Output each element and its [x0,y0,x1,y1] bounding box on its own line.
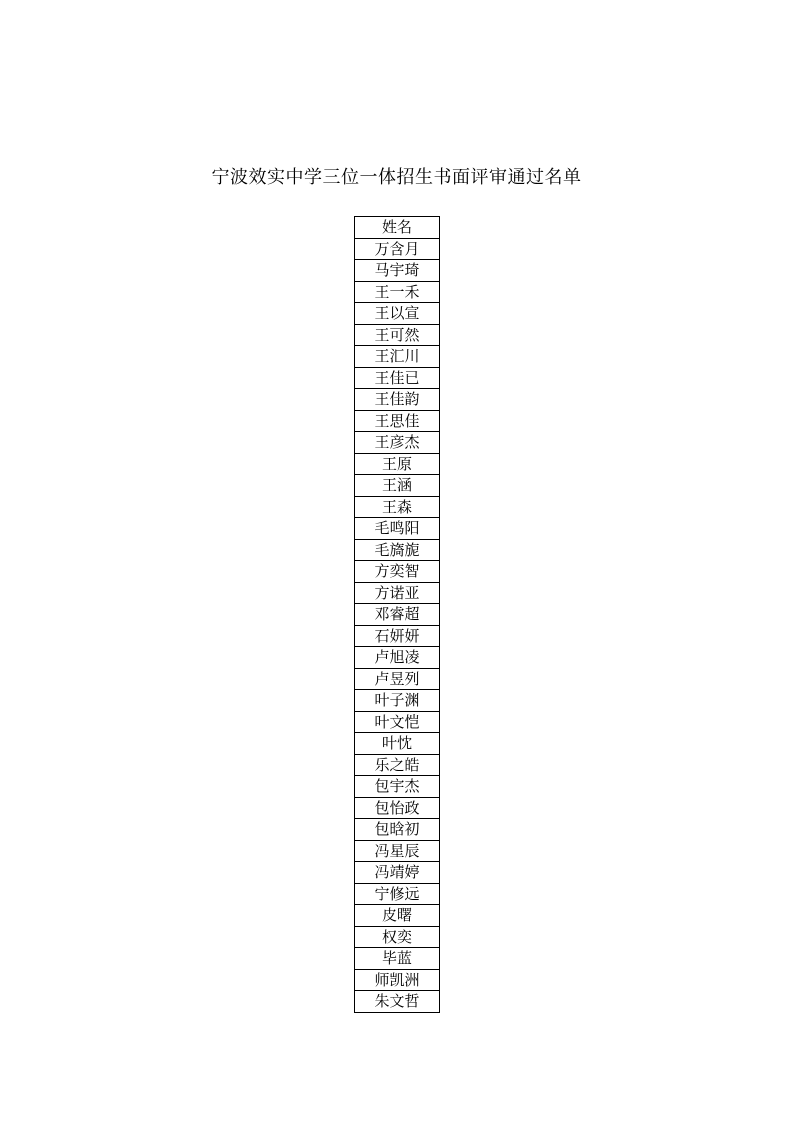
table-row [355,453,440,475]
table-header-row [355,217,440,239]
table-row [355,969,440,991]
name-cell: 包晗初 [355,819,440,841]
name-cell: 冯星辰 [355,840,440,862]
name-cell: 王一禾 [355,281,440,303]
table-row [355,840,440,862]
name-cell: 王彦杰 [355,432,440,454]
table-row [355,324,440,346]
table-row [355,410,440,432]
name-cell: 毛旖旎 [355,539,440,561]
table-row [355,733,440,755]
name-cell: 权奕 [355,926,440,948]
name-cell: 朱文哲 [355,991,440,1013]
name-cell: 王汇川 [355,346,440,368]
table-row [355,260,440,282]
name-cell: 王思佳 [355,410,440,432]
name-cell: 皮曙 [355,905,440,927]
table-row [355,797,440,819]
name-cell: 方诺亚 [355,582,440,604]
name-cell: 王原 [355,453,440,475]
name-cell: 王可然 [355,324,440,346]
table-row [355,281,440,303]
table-row [355,496,440,518]
name-cell: 师凯洲 [355,969,440,991]
name-cell: 卢旭凌 [355,647,440,669]
table-row [355,561,440,583]
name-cell: 毕蓝 [355,948,440,970]
document-title: 宁波效实中学三位一体招生书面评审通过名单 [211,167,582,188]
name-cell: 包宇杰 [355,776,440,798]
table-row [355,883,440,905]
table-row [355,668,440,690]
name-cell: 王佳已 [355,367,440,389]
name-cell: 王以宣 [355,303,440,325]
name-cell: 马宇琦 [355,260,440,282]
name-cell: 叶忱 [355,733,440,755]
table-row [355,604,440,626]
table-row [355,518,440,540]
name-cell: 乐之皓 [355,754,440,776]
table-row [355,475,440,497]
name-cell: 万含月 [355,238,440,260]
table-row [355,926,440,948]
table-row [355,539,440,561]
table-row [355,711,440,733]
name-list-table [354,216,440,1013]
name-cell: 邓睿超 [355,604,440,626]
name-cell: 叶子渊 [355,690,440,712]
table-row [355,432,440,454]
table-row [355,303,440,325]
table-row [355,948,440,970]
table-row [355,690,440,712]
column-header-name: 姓名 [355,217,440,239]
table-row [355,905,440,927]
table-row [355,625,440,647]
table-row [355,991,440,1013]
name-cell: 包怡政 [355,797,440,819]
table-row [355,862,440,884]
table-row [355,582,440,604]
table-row [355,776,440,798]
table-row [355,389,440,411]
table-row [355,238,440,260]
table-row [355,346,440,368]
name-cell: 卢昱列 [355,668,440,690]
table-row [355,754,440,776]
name-cell: 石妍妍 [355,625,440,647]
name-cell: 方奕智 [355,561,440,583]
name-cell: 冯靖婷 [355,862,440,884]
table-row [355,819,440,841]
name-cell: 毛鸣阳 [355,518,440,540]
name-cell: 宁修远 [355,883,440,905]
table-row [355,367,440,389]
table-body [355,238,440,1012]
name-cell: 王佳韵 [355,389,440,411]
name-cell: 王森 [355,496,440,518]
name-cell: 王涵 [355,475,440,497]
name-cell: 叶文恺 [355,711,440,733]
table-row [355,647,440,669]
